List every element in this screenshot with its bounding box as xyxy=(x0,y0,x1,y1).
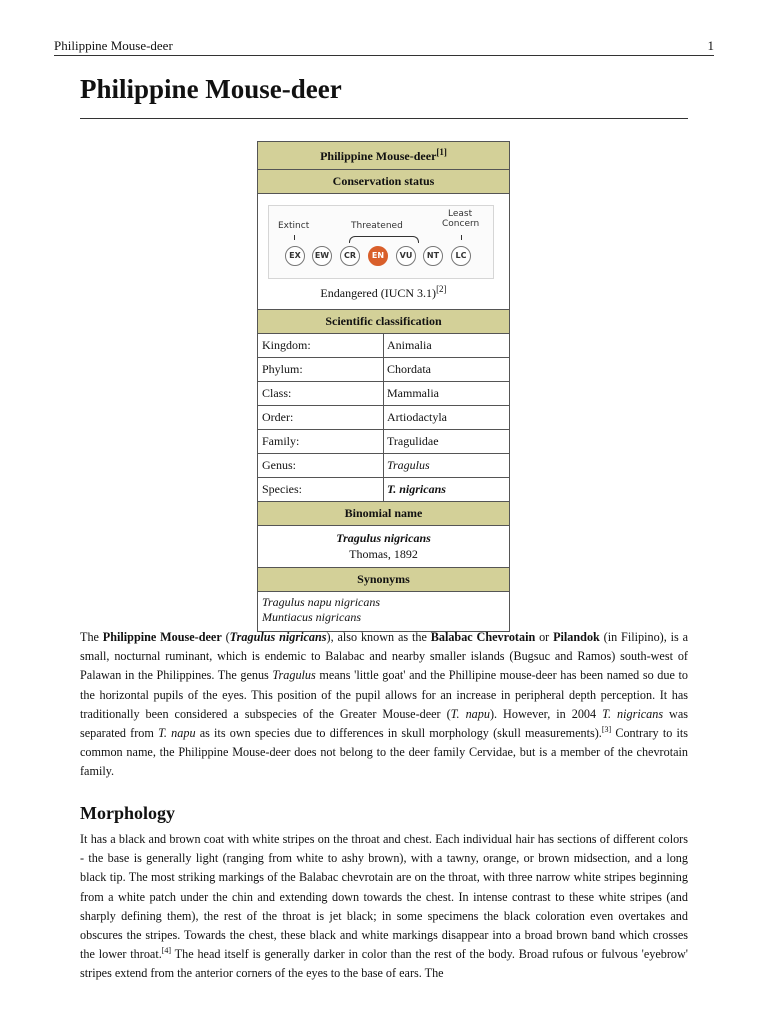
intro-text: means 'little goat' and the Phillipine mouse-deer has been named so due to the horizontal pupils of the eyes. This position of the pupil allows for an increase in peripheral depth perception. It has traditionally been considered a subspecies of the Greater Mouse-deer ( xyxy=(80,668,688,721)
least-concern-tick xyxy=(461,235,462,240)
status-text xyxy=(258,286,509,301)
taxonomy-row xyxy=(258,358,509,382)
least-label: Least xyxy=(448,209,473,219)
species-ref-napu: T. napu xyxy=(158,726,196,741)
value-kingdom[interactable]: Animalia xyxy=(387,338,432,352)
taxonomy-row xyxy=(258,478,509,502)
taxonomy-row xyxy=(258,430,509,454)
status-ex: EX xyxy=(285,246,305,266)
conservation-status-section xyxy=(258,194,509,310)
taxobox-name: Philippine Mouse-deer xyxy=(320,149,437,163)
extinct-tick xyxy=(294,235,295,240)
status-nt: NT xyxy=(423,246,443,266)
binomial-name: Tragulus nigricans xyxy=(336,531,431,545)
morphology-text: It has a black and brown coat with white stripes on the throat and chest. Each individual hair has sections of different colors - the base is generally light (ranging from white to ashy brown), with a tawny, orange, or brown midsection, and a long black tip. The most striking markings of the Balabac chevrotain are on the throat, with three narrow white stripes beginning from a white patch under the chin and extending down towards the chest. In intense contrast to these white stripes (and sharply defining them), the rest of the throat is jet black; in some specimens the black coloration even overtakes and obscures the stripes. Towards the chest, these black and white markings disappear into a broad brown band which crosses the lower throat. xyxy=(80,832,688,962)
intro-paragraph xyxy=(80,628,688,782)
reference-link-2[interactable]: [2] xyxy=(436,284,447,294)
threatened-label: Threatened xyxy=(351,221,403,231)
reference-link-4[interactable]: [4] xyxy=(161,946,172,956)
status-ew: EW xyxy=(312,246,332,266)
status-cr: CR xyxy=(340,246,360,266)
status-vu: VU xyxy=(396,246,416,266)
page-title: Philippine Mouse-deer xyxy=(80,74,342,104)
extinct-label: Extinct xyxy=(278,221,310,231)
value-class[interactable]: Mammalia xyxy=(387,386,439,400)
taxonomy-row xyxy=(258,406,509,430)
intro-text: was separated from xyxy=(80,706,689,741)
binomial-name-header: Binomial name xyxy=(258,502,509,526)
running-header-title: Philippine Mouse-deer xyxy=(54,38,173,53)
conservation-status-header: Conservation status xyxy=(258,170,509,194)
alt-name-balabac: Balabac Chevrotain xyxy=(430,630,536,644)
rank-species: Species: xyxy=(258,478,384,501)
synonym-item: Tragulus napu nigricans xyxy=(262,595,381,609)
species-ref-napu: T. napu xyxy=(450,706,490,721)
running-header xyxy=(54,38,714,54)
status-value: Endangered (IUCN 3.1) xyxy=(320,286,437,300)
scientific-name: Tragulus nigricans xyxy=(229,630,327,644)
intro-text: The xyxy=(80,630,103,644)
morphology-paragraph xyxy=(80,830,688,984)
intro-text: (in Filipino), is a small, nocturnal ruminant, which is endemic to Balabac and nearby smaller islands (Bugsuc and Ramos) south-west of Palawan in the Philippines. The genus xyxy=(80,630,688,683)
synonyms-header: Synonyms xyxy=(258,568,509,592)
binomial-authority: Thomas, 1892 xyxy=(349,547,418,561)
morphology-text: The head itself is generally darker in color than the rest of the body. Broad rufous or fulvous 'eyebrow' stripes extend from the anterior corners of the eyes to the base of ears. The xyxy=(80,947,688,981)
scientific-classification-header: Scientific classification xyxy=(258,310,509,334)
value-species: T. nigricans xyxy=(387,482,446,496)
value-order[interactable]: Artiodactyla xyxy=(387,410,447,424)
alt-name-pilandok: Pilandok xyxy=(553,630,600,644)
iucn-status-scale[interactable] xyxy=(268,205,494,279)
value-genus[interactable]: Tragulus xyxy=(387,458,430,472)
status-lc: LC xyxy=(451,246,471,266)
binomial-section xyxy=(258,526,509,568)
intro-text: ( xyxy=(221,630,230,644)
header-divider xyxy=(54,55,714,56)
concern-label: Concern xyxy=(442,219,480,229)
value-phylum[interactable]: Chordata xyxy=(387,362,431,376)
rank-kingdom: Kingdom: xyxy=(258,334,384,357)
rank-order: Order: xyxy=(258,406,384,429)
value-family[interactable]: Tragulidae xyxy=(387,434,439,448)
taxobox xyxy=(257,141,510,632)
synonyms-list xyxy=(258,592,509,631)
genus-name: Tragulus xyxy=(272,668,316,683)
threatened-brace xyxy=(349,236,419,243)
taxonomy-row xyxy=(258,454,509,478)
status-en-active: EN xyxy=(368,246,388,266)
page-number: 1 xyxy=(707,38,714,53)
intro-text: or xyxy=(535,630,554,644)
rank-family: Family: xyxy=(258,430,384,453)
intro-text: ). However, in 2004 xyxy=(489,706,603,721)
taxobox-title xyxy=(258,142,509,170)
species-ref-nigricans: T. nigricans xyxy=(602,706,664,721)
title-divider xyxy=(80,118,688,119)
reference-link-1[interactable]: [1] xyxy=(436,147,447,157)
common-name: Philippine Mouse-deer xyxy=(102,630,222,644)
reference-link-3[interactable]: [3] xyxy=(601,725,612,735)
taxonomy-row xyxy=(258,382,509,406)
intro-text: Contrary to its common name, the Philippine Mouse-deer does not belong to the deer family Cervidae, but is a member of the chevrotain family. xyxy=(80,726,688,779)
rank-class: Class: xyxy=(258,382,384,405)
intro-text: as its own species due to differences in skull morphology (skull measurements). xyxy=(195,726,602,741)
rank-genus: Genus: xyxy=(258,454,384,477)
taxonomy-row xyxy=(258,334,509,358)
intro-text: ), also known as the xyxy=(326,630,431,644)
rank-phylum: Phylum: xyxy=(258,358,384,381)
section-heading-morphology: Morphology xyxy=(80,803,176,823)
synonym-item: Muntiacus nigricans xyxy=(262,610,361,624)
